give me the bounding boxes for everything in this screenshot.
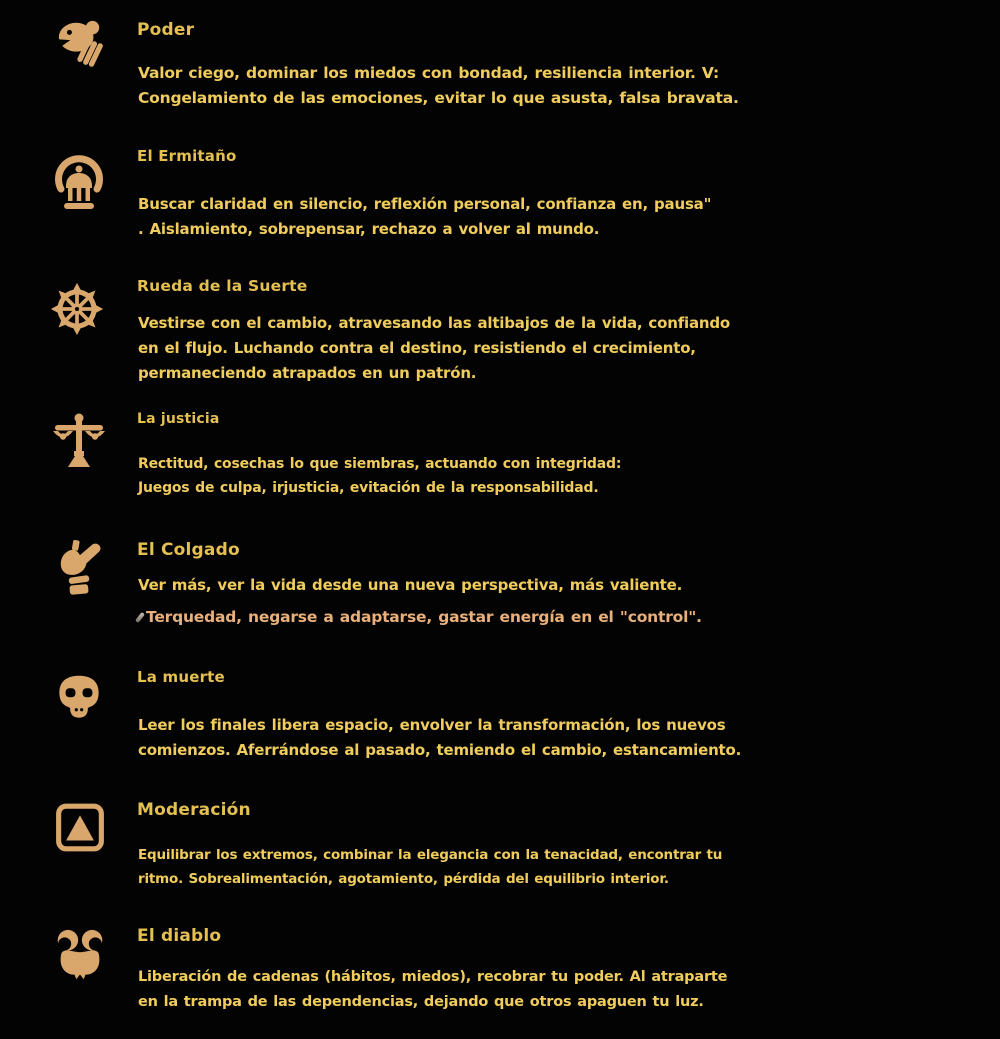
description-line: . Aislamiento, sobrepensar, rechazo a volver al mundo. — [138, 220, 600, 238]
card-description — [138, 713, 741, 763]
card-entry-colgado — [0, 537, 1000, 667]
description-line: en el flujo. Luchando contra el destino, resistiendo el crecimiento, — [138, 339, 696, 357]
card-entry-poder — [0, 16, 1000, 146]
card-title: El Ermitaño — [137, 147, 237, 165]
scales-icon — [49, 410, 109, 468]
card-title: La justicia — [137, 411, 220, 427]
description-line: ritmo. Sobrealimentación, agotamiento, pérdida del equilibrio interior. — [138, 871, 669, 887]
card-description — [138, 452, 621, 500]
card-entry-diablo — [0, 924, 1000, 1039]
card-title: Rueda de la Suerte — [137, 277, 308, 295]
description-line: en la trampa de las dependencias, dejando que otros apaguen tu luz. — [138, 994, 704, 1010]
card-description — [138, 965, 727, 1015]
description-line: Rectitud, cosechas lo que siembras, actuando con integridad: — [138, 456, 622, 472]
description-line: comienzos. Aferrándose al pasado, temiendo el cambio, estancamiento. — [138, 741, 742, 759]
description-line: Leer los finales libera espacio, envolver la transformación, los nuevos — [138, 716, 726, 734]
card-description-reversed — [138, 608, 702, 626]
card-title: El diablo — [137, 926, 222, 946]
card-description — [138, 192, 711, 242]
hanged-leg-icon — [53, 538, 105, 600]
card-entry-moderacion — [0, 798, 1000, 928]
card-title: Moderación — [137, 800, 251, 820]
description-line: Terquedad, negarse a adaptarse, gastar energía en el "control". — [146, 608, 702, 626]
card-entry-ermitano — [0, 146, 1000, 276]
card-entry-justicia — [0, 408, 1000, 538]
card-description — [138, 573, 682, 598]
card-description — [138, 843, 722, 891]
description-line: Ver más, ver la vida desde una nueva perspectiva, más valiente. — [138, 576, 683, 594]
card-description — [138, 61, 739, 111]
dharma-wheel-icon — [49, 281, 105, 337]
tick-mark-icon — [135, 612, 145, 623]
card-entry-muerte — [0, 667, 1000, 797]
description-line: permaneciendo atrapados en un patrón. — [138, 364, 477, 382]
lantern-icon — [53, 150, 105, 222]
description-line: Valor ciego, dominar los miedos con bondad, resiliencia interior. V: — [138, 64, 720, 82]
description-line: Liberación de cadenas (hábitos, miedos), recobrar tu poder. Al atraparte — [138, 969, 728, 985]
triangle-in-square-icon — [54, 799, 106, 856]
skull-icon — [54, 671, 104, 727]
description-line: Juegos de culpa, irjusticia, evitación de la responsabilidad. — [138, 480, 599, 496]
card-entry-rueda — [0, 276, 1000, 406]
lion-icon — [51, 17, 109, 67]
description-line: Buscar claridad en silencio, reflexión personal, confianza en, pausa" — [138, 195, 712, 213]
description-line: Congelamiento de las emociones, evitar lo que asusta, falsa bravata. — [138, 89, 739, 107]
description-line: Equilibrar los extremos, combinar la elegancia con la tenacidad, encontrar tu — [138, 847, 723, 863]
card-title: El Colgado — [137, 540, 240, 560]
devil-horns-icon — [54, 926, 106, 984]
card-title: Poder — [137, 20, 195, 40]
description-line: Vestirse con el cambio, atravesando las altibajos de la vida, confiando — [138, 314, 731, 332]
card-description — [138, 311, 730, 386]
card-title: La muerte — [137, 668, 225, 686]
